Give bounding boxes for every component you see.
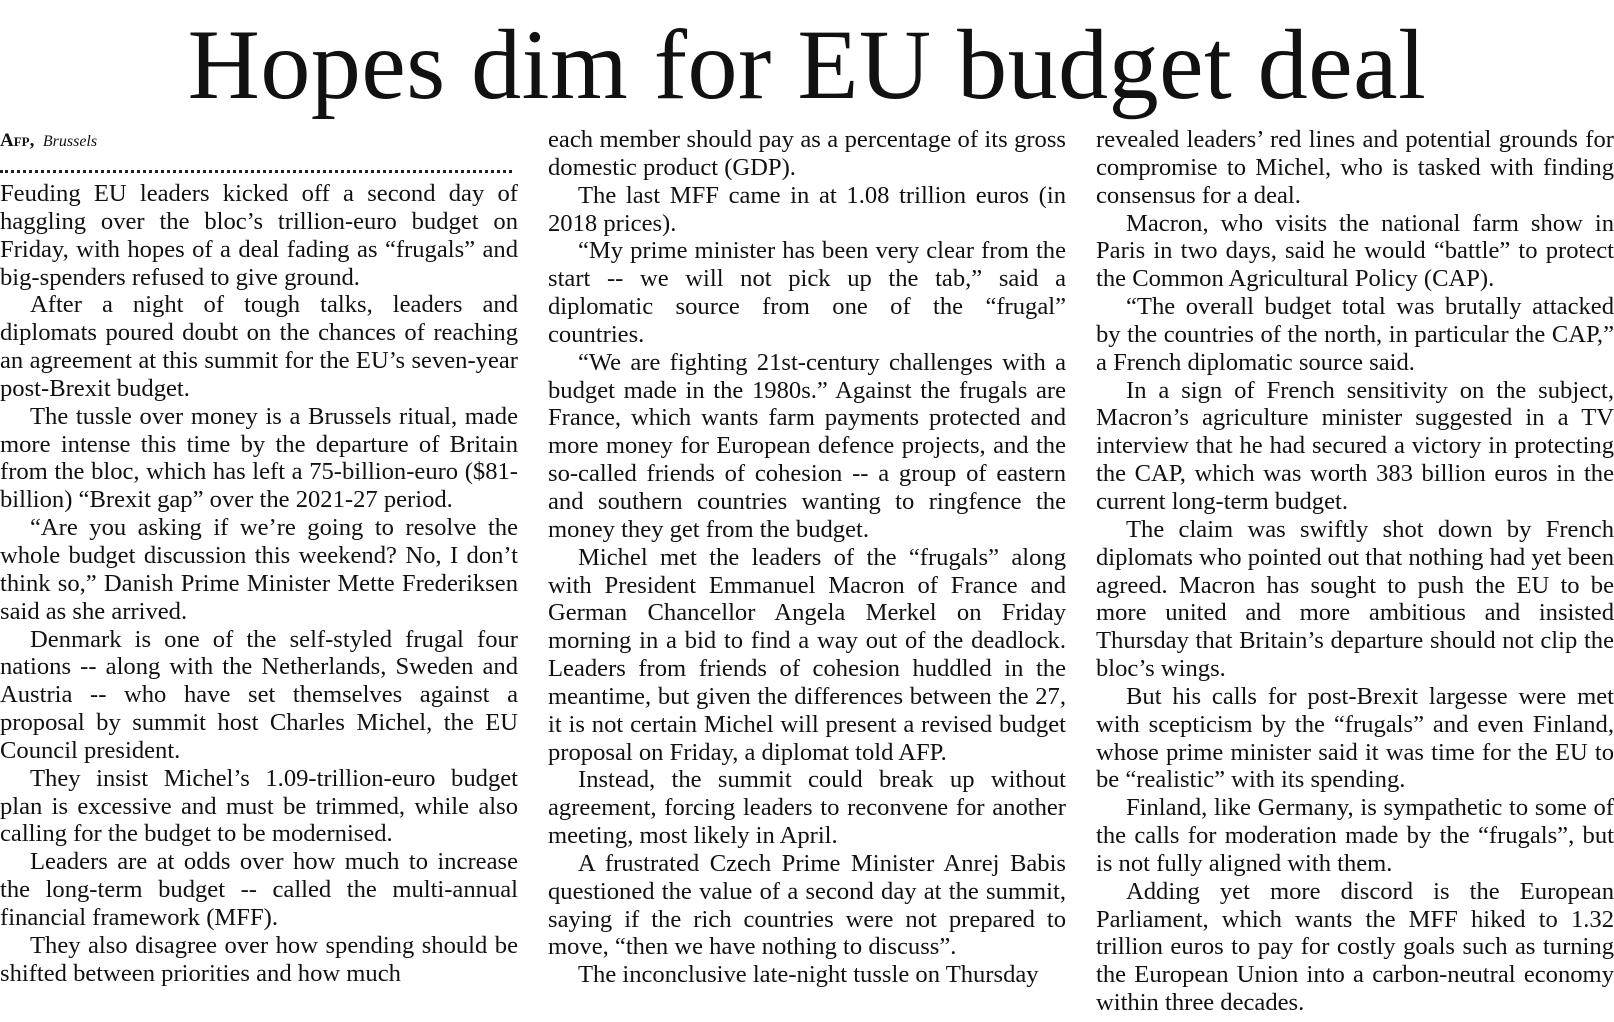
byline-agency: Afp, [0, 130, 35, 151]
paragraph: “My prime minister has been very clear from the start -- we will not pick up the tab,” said a diplomatic source from one of the “frugal” countries. [548, 237, 1066, 348]
article-body [0, 126, 1614, 1016]
paragraph: “Are you asking if we’re going to resolve the whole budget discussion this weekend? No, I don’t think so,” Danish Prime Minister Mette Frederiksen said as she arrived. [0, 514, 518, 625]
paragraph: The tussle over money is a Brussels ritual, made more intense this time by the departure of Britain from the bloc, which has left a 75-billion-euro ($81-billion) “Brexit gap” over the 2021-27 period. [0, 402, 518, 514]
byline-city: Brussels [42, 133, 98, 150]
paragraph: “We are fighting 21st-century challenges with a budget made in the 1980s.” Against the frugals are France, which wants farm payments protected and more money for European defence projects, and the so-called friends of cohesion -- a group of eastern and southern countries wanting to ringfence the money they get from the budget. [548, 348, 1066, 543]
byline [0, 126, 518, 154]
headline: Hopes dim for EU budget deal [187, 9, 1427, 120]
paragraph: They insist Michel’s 1.09-trillion-euro budget plan is excessive and must be trimmed, while also calling for the budget to be modernised. [0, 764, 518, 848]
paragraph: “The overall budget total was brutally attacked by the countries of the north, in particular the CAP,” a French diplomatic source said. [1096, 293, 1614, 376]
column-2 [548, 126, 1066, 1016]
paragraph: A frustrated Czech Prime Minister Anrej Babis questioned the value of a second day at the summit, saying if the rich countries were not prepared to move, “then we have nothing to discuss”. [548, 849, 1066, 961]
paragraph: Macron, who visits the national farm show in Paris in two days, said he would “battle” to protect the Common Agricultural Policy (CAP). [1096, 209, 1614, 293]
column-1 [0, 126, 518, 1016]
paragraph: Leaders are at odds over how much to increase the long-term budget -- called the multi-annual financial framework (MFF). [0, 848, 518, 931]
paragraph: They also disagree over how spending should be shifted between priorities and how much [0, 931, 518, 987]
paragraph: The last MFF came in at 1.08 trillion euros (in 2018 prices). [548, 181, 1066, 237]
paragraph: Denmark is one of the self-styled frugal four nations -- along with the Netherlands, Sweden and Austria -- who have set themselves against a proposal by summit host Charles Michel, the EU Council president. [0, 625, 518, 764]
column-3 [1096, 126, 1614, 1016]
paragraph: revealed leaders’ red lines and potential grounds for compromise to Michel, who is tasked with finding consensus for a deal. [1096, 126, 1614, 209]
paragraph: each member should pay as a percentage of its gross domestic product (GDP). [548, 126, 1066, 181]
paragraph: But his calls for post-Brexit largesse were met with scepticism by the “frugals” and even Finland, whose prime minister said it was time for the EU to be “realistic” with its spending. [1096, 682, 1614, 794]
paragraph: Instead, the summit could break up without agreement, forcing leaders to reconvene for another meeting, most likely in April. [548, 766, 1066, 850]
byline-dotted-rule [0, 154, 512, 180]
paragraph: The claim was swiftly shot down by French diplomats who pointed out that nothing had yet been agreed. Macron has sought to push the EU to be more united and more ambitious and insisted Thursday that Britain’s departure should not clip the bloc’s wings. [1096, 515, 1614, 683]
paragraph: In a sign of French sensitivity on the subject, Macron’s agriculture minister suggested in a TV interview that he had secured a victory in protecting the CAP, which was worth 383 billion euros in the current long-term budget. [1096, 376, 1614, 515]
paragraph: Finland, like Germany, is sympathetic to some of the calls for moderation made by the “frugals”, but is not fully aligned with them. [1096, 794, 1614, 877]
paragraph: After a night of tough talks, leaders and diplomats poured doubt on the chances of reaching an agreement at this summit for the EU’s seven-year post-Brexit budget. [0, 291, 518, 402]
paragraph: The inconclusive late-night tussle on Thursday [578, 961, 1039, 989]
paragraph: Adding yet more discord is the European Parliament, which wants the MFF hiked to 1.32 trillion euros to pay for costly goals such as turning the European Union into a carbon-neutral economy within three decades. [1096, 877, 1614, 1016]
paragraph: Feuding EU leaders kicked off a second day of haggling over the bloc’s trillion-euro budget on Friday, with hopes of a deal fading as “frugals” and big-spenders refused to give ground. [0, 180, 518, 291]
paragraph: Michel met the leaders of the “frugals” along with President Emmanuel Macron of France and German Chancellor Angela Merkel on Friday morning in a bid to find a way out of the deadlock. Leaders from friends of cohesion huddled in the meantime, but given the differences between the 27, it is not certain Michel will present a revised budget proposal on Friday, a diplomat told AFP. [548, 543, 1066, 766]
